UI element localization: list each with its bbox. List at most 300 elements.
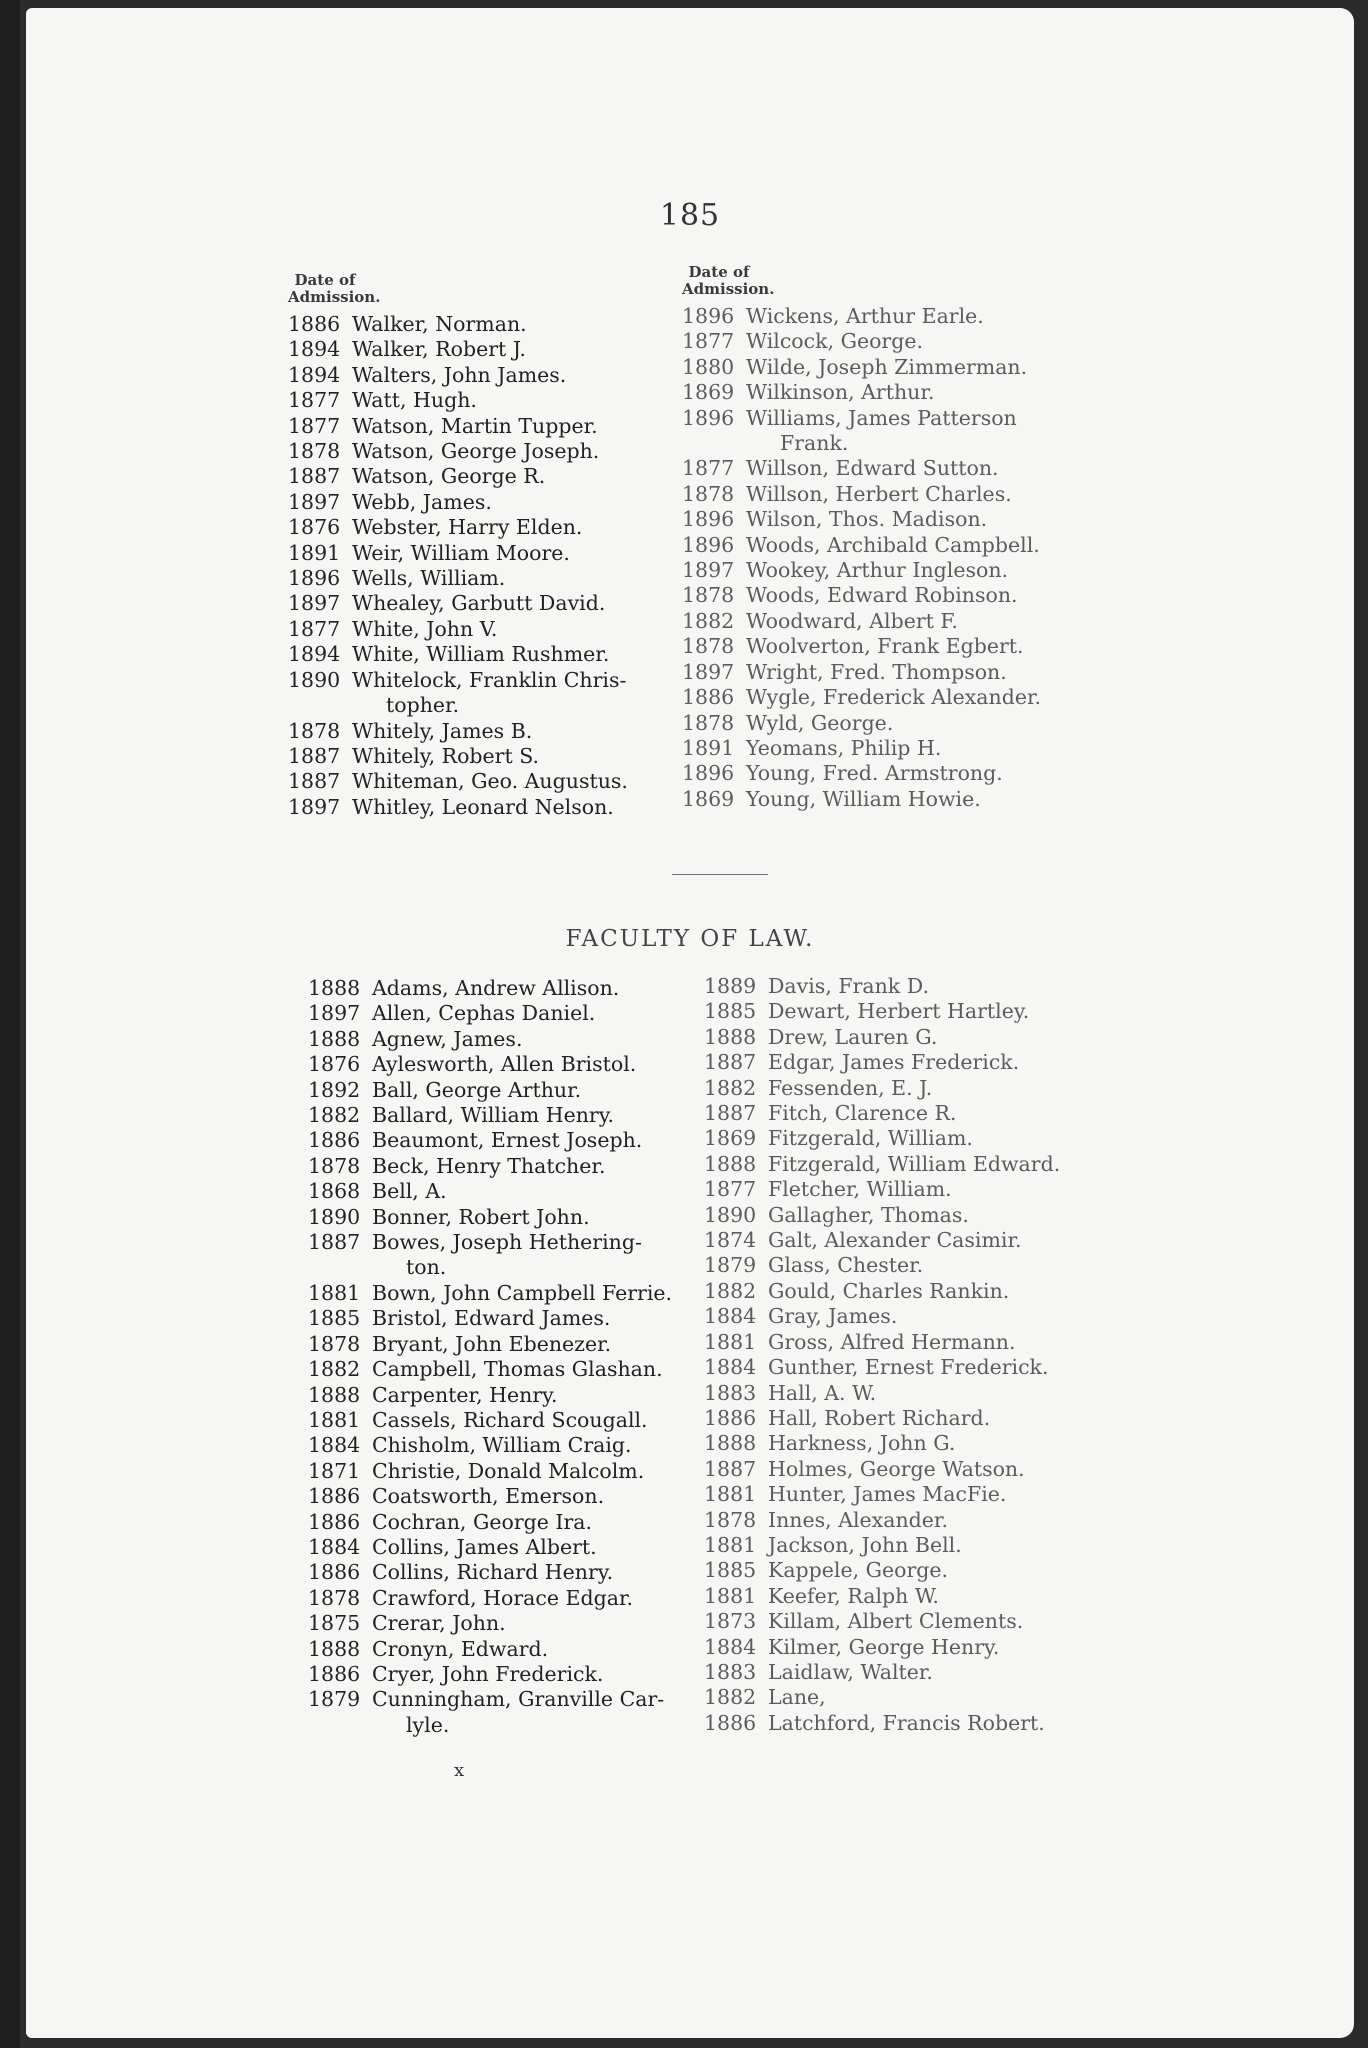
list-item [704,1025,1060,1050]
list-item [308,1357,672,1382]
admission-year: 1887 [288,464,341,489]
book-spine [0,0,20,2048]
admission-year: 1897 [288,489,341,514]
list-item [704,1635,1060,1660]
list-item [704,1101,1060,1126]
person-name: Fitch, Clarence R. [768,1101,957,1126]
admission-year: 1888 [704,1151,757,1176]
list-item [704,1533,1060,1558]
list-item [682,329,1041,354]
admission-year: 1886 [308,1661,361,1686]
admission-year: 1886 [308,1128,361,1153]
person-name: Glass, Chester. [768,1253,924,1278]
admission-year: 1890 [704,1202,757,1227]
admission-year: 1887 [288,743,341,768]
person-name: Fessenden, E. J. [768,1075,933,1100]
person-name: Whealey, Garbutt David. [352,591,606,616]
person-name: Davis, Frank D. [768,974,929,998]
person-name: Webb, James. [352,489,492,514]
person-name: Collins, James Albert. [372,1534,597,1559]
admission-year: 1869 [682,380,735,405]
admission-year: 1896 [682,405,735,430]
list-item [308,1560,672,1585]
person-name: Hall, Robert Richard. [768,1405,991,1430]
person-name: Wells, William. [352,566,506,591]
admission-year: 1869 [682,786,735,811]
person-name: Wickens, Arthur Earle. [746,304,984,328]
list-item [288,515,628,540]
person-name: Innes, Alexander. [768,1507,948,1532]
person-name: Beaumont, Ernest Joseph. [372,1128,643,1153]
person-name: Agnew, James. [372,1026,523,1051]
list-item [704,1457,1060,1482]
person-name: Dewart, Herbert Hartley. [768,999,1030,1024]
list-item [308,1281,672,1306]
list-item [308,1662,672,1687]
admission-year: 1886 [308,1560,361,1585]
list-item [704,1558,1060,1583]
person-name: Crawford, Horace Edgar. [372,1585,634,1610]
admission-year: 1886 [288,312,341,336]
person-name: Bowes, Joseph Hethering- [372,1230,642,1255]
list-item [288,312,628,337]
person-name: Whiteman, Geo. Augustus. [352,769,628,794]
person-name: Collins, Richard Henry. [372,1560,614,1585]
person-name: Whitely, Robert S. [352,743,540,768]
person-name: Gross, Alfred Hermann. [768,1329,1016,1354]
list-item [308,1408,672,1433]
person-name: Campbell, Thomas Glashan. [372,1357,663,1382]
person-name: Galt, Alexander Casimir. [768,1228,1022,1253]
person-name: Laidlaw, Walter. [768,1659,933,1684]
list-item [288,363,628,388]
admission-year: 1888 [308,1026,361,1051]
admission-year: 1885 [308,1306,361,1331]
person-name: Hunter, James MacFie. [768,1482,1007,1507]
list-item [704,1203,1060,1228]
admission-year: 1888 [308,1382,361,1407]
list-item [308,1484,672,1509]
entry-list [704,974,1060,1736]
admission-year: 1886 [308,1484,361,1509]
list-item [682,533,1041,558]
list-item [682,558,1041,583]
admission-year: 1882 [308,1103,361,1128]
list-item [308,1230,672,1255]
admission-year: 1888 [704,1024,757,1049]
person-name: Watson, Martin Tupper. [352,413,598,438]
admission-year: 1878 [704,1507,757,1532]
person-name: Drew, Lauren G. [768,1024,938,1049]
admission-year: 1868 [308,1179,361,1204]
section-title: FACULTY OF LAW. [565,926,815,952]
admission-year: 1877 [288,616,341,641]
admission-year: 1881 [308,1407,361,1432]
list-item [704,1050,1060,1075]
person-name: Walker, Robert J. [352,337,526,362]
person-name: Williams, James Patterson [746,405,1017,430]
list-item [704,1126,1060,1151]
admission-year: 1877 [704,1177,757,1202]
admission-year: 1879 [308,1687,361,1712]
list-item [704,1482,1060,1507]
list-item [704,1381,1060,1406]
list-item [682,609,1041,634]
admission-year: 1884 [308,1433,361,1458]
person-name: Wookey, Arthur Ingleson. [746,558,1009,583]
list-item [288,566,628,591]
admission-year: 1873 [704,1609,757,1634]
admission-year: 1888 [704,1431,757,1456]
list-item [308,1103,672,1128]
list-item [308,1001,672,1026]
list-item [682,660,1041,685]
admission-year: 1871 [308,1458,361,1483]
entry-list [288,312,628,820]
person-name: Bell, A. [372,1179,447,1204]
list-item [288,388,628,413]
list-item [704,999,1060,1024]
list-item [288,591,628,616]
person-name: Willson, Edward Sutton. [746,456,999,481]
list-item [682,304,1041,329]
person-name: Kilmer, George Henry. [768,1634,1000,1659]
admission-year: 1881 [704,1532,757,1557]
admission-year: 1894 [288,362,341,387]
admission-year: 1887 [704,1101,757,1126]
admission-year: 1891 [288,540,341,565]
person-name: Webster, Harry Elden. [352,515,583,540]
list-item [308,1510,672,1535]
list-item [682,355,1041,380]
person-name: Cassels, Richard Scougall. [372,1407,648,1432]
list-item [704,1431,1060,1456]
list-item [682,736,1041,761]
admission-year: 1884 [704,1355,757,1380]
list-item [288,439,628,464]
person-name: Latchford, Francis Robert. [768,1710,1045,1735]
list-item [288,337,628,362]
person-name: Fitzgerald, William Edward. [768,1151,1061,1176]
admission-year: 1885 [704,1558,757,1583]
admission-year: 1876 [288,515,341,540]
person-name: Cunningham, Granville Car- [372,1687,665,1712]
list-item [308,1535,672,1560]
admission-year: 1892 [308,1077,361,1102]
admission-year: 1878 [308,1585,361,1610]
person-name: Young, Fred. Armstrong. [746,761,1003,786]
list-item [308,1027,672,1052]
admission-year: 1894 [288,642,341,667]
person-name: Chisholm, William Craig. [372,1433,632,1458]
list-item [682,482,1041,507]
list-item [308,1611,672,1636]
admission-year: 1882 [704,1685,757,1710]
list-item [704,1177,1060,1202]
admission-year: 1881 [704,1482,757,1507]
list-item [704,1304,1060,1329]
list-item [288,617,628,642]
admission-year: 1896 [682,304,735,328]
admission-year: 1896 [682,761,735,786]
person-name: Gunther, Ernest Frederick. [768,1355,1049,1380]
list-item [308,1332,672,1357]
admission-year: 1878 [288,439,341,464]
signature-mark: x [454,1760,465,1781]
admission-year: 1881 [704,1583,757,1608]
person-name: Bown, John Campbell Ferrie. [372,1280,673,1305]
list-item [682,787,1041,812]
name-continuation: Frank. [780,431,849,456]
person-name: Whitley, Leonard Nelson. [352,794,614,819]
person-name: Wright, Fred. Thompson. [746,659,1007,684]
person-name: Bristol, Edward James. [372,1306,611,1331]
person-name: Edgar, James Frederick. [768,1050,1020,1075]
admission-year: 1885 [704,999,757,1024]
person-name: Gallagher, Thomas. [768,1202,969,1227]
person-name: Ballard, William Henry. [372,1103,615,1128]
admission-year: 1886 [704,1710,757,1735]
list-item [704,1609,1060,1634]
person-name: Wyld, George. [746,710,894,735]
list-item [288,642,628,667]
list-item [704,974,1060,999]
admission-year: 1883 [704,1380,757,1405]
person-name: Cochran, George Ira. [372,1509,593,1534]
admission-year: 1878 [682,634,735,659]
admission-year: 1878 [682,583,735,608]
admission-year: 1879 [704,1253,757,1278]
admission-year: 1888 [308,1636,361,1661]
list-item [288,744,628,769]
person-name: Wilcock, George. [746,329,924,354]
person-name: Harkness, John G. [768,1431,956,1456]
list-item [308,1078,672,1103]
admission-year: 1875 [308,1611,361,1636]
person-name: Watson, George Joseph. [352,439,600,464]
person-name: Wilson, Thos. Madison. [746,507,988,532]
person-name: Woods, Archibald Campbell. [746,532,1040,557]
person-name: Bonner, Robert John. [372,1204,590,1229]
admission-year: 1877 [682,329,735,354]
list-item [704,1711,1060,1736]
law-column-right [704,974,1060,1736]
admission-year: 1874 [704,1228,757,1253]
admission-year: 1890 [308,1204,361,1229]
admission-column-right [682,264,1041,812]
admission-year: 1878 [682,481,735,506]
document-page [26,8,1354,2038]
list-item [682,380,1041,405]
list-item [682,507,1041,532]
list-item [704,1279,1060,1304]
admission-year: 1878 [308,1331,361,1356]
list-item [308,1154,672,1179]
column-header: Date of Admission. [682,263,775,298]
person-name: Killam, Albert Clements. [768,1609,1024,1634]
list-item [682,634,1041,659]
admission-year: 1896 [682,507,735,532]
person-name: Adams, Andrew Allison. [372,976,620,1000]
person-name: Young, William Howie. [746,786,981,811]
column-header: Date of Admission. [288,271,381,306]
person-name: White, William Rushmer. [352,642,610,667]
person-name: Woods, Edward Robinson. [746,583,1018,608]
person-name: Ball, George Arthur. [372,1077,582,1102]
person-name: Watson, George R. [352,464,546,489]
person-name: Bryant, John Ebenezer. [372,1331,612,1356]
person-name: Wilkinson, Arthur. [746,380,935,405]
admission-year: 1881 [308,1280,361,1305]
list-item [308,1306,672,1331]
admission-year: 1882 [704,1075,757,1100]
person-name: Crerar, John. [372,1611,506,1636]
admission-year: 1891 [682,735,735,760]
person-name: Fletcher, William. [768,1177,952,1202]
admission-year: 1877 [682,456,735,481]
admission-year: 1897 [682,558,735,583]
entry-list [682,304,1041,812]
admission-year: 1889 [704,974,757,998]
admission-year: 1876 [308,1052,361,1077]
person-name: Allen, Cephas Daniel. [372,1001,596,1026]
person-name: Holmes, George Watson. [768,1456,1025,1481]
list-item [308,976,672,1001]
list-item [288,464,628,489]
name-continuation: lyle. [406,1712,450,1737]
person-name: Cronyn, Edward. [372,1636,549,1661]
list-item [288,668,628,693]
list-item [308,1459,672,1484]
entry-list [308,976,672,1738]
list-item [308,1433,672,1458]
person-name: Jackson, John Bell. [768,1532,962,1557]
admission-year: 1888 [308,976,361,1000]
person-name: Whitely, James B. [352,718,533,743]
admission-year: 1897 [308,1001,361,1026]
admission-year: 1897 [288,591,341,616]
list-item [704,1685,1060,1710]
person-name: Cryer, John Frederick. [372,1661,604,1686]
person-name: Wygle, Frederick Alexander. [746,685,1042,710]
section-divider [672,874,768,875]
list-item [704,1152,1060,1177]
list-item [704,1406,1060,1431]
person-name: Kappele, George. [768,1558,949,1583]
admission-year: 1896 [682,532,735,557]
list-item [704,1355,1060,1380]
list-item [704,1584,1060,1609]
list-item [308,1383,672,1408]
admission-year: 1877 [288,413,341,438]
admission-year: 1881 [704,1329,757,1354]
admission-year: 1887 [308,1230,361,1255]
list-item [308,1052,672,1077]
person-name: Gray, James. [768,1304,898,1329]
name-continuation: ton. [406,1255,447,1280]
person-name: Carpenter, Henry. [372,1382,558,1407]
person-name: Woodward, Albert F. [746,608,958,633]
admission-year: 1878 [308,1153,361,1178]
list-item [682,406,1041,431]
list-item [288,719,628,744]
person-name: Hall, A. W. [768,1380,877,1405]
person-name: Walters, John James. [352,362,567,387]
list-item [704,1228,1060,1253]
admission-year: 1886 [704,1405,757,1430]
list-item [308,1128,672,1153]
admission-year: 1890 [288,667,341,692]
admission-year: 1897 [682,659,735,684]
admission-year: 1882 [704,1278,757,1303]
person-name: Coatsworth, Emerson. [372,1484,605,1509]
admission-year: 1896 [288,566,341,591]
admission-year: 1884 [704,1634,757,1659]
list-item [308,1687,672,1712]
page-number: 185 [659,198,721,233]
admission-year: 1887 [704,1050,757,1075]
admission-year: 1887 [704,1456,757,1481]
admission-year: 1878 [288,718,341,743]
list-item [288,795,628,820]
list-item [682,456,1041,481]
admission-year: 1882 [682,608,735,633]
list-item [288,490,628,515]
admission-year: 1894 [288,337,341,362]
admission-column-left [288,272,628,820]
admission-year: 1878 [682,710,735,735]
list-item [288,541,628,566]
admission-year: 1883 [704,1659,757,1684]
list-item [704,1508,1060,1533]
person-name: Woolverton, Frank Egbert. [746,634,1024,659]
admission-year: 1877 [288,388,341,413]
list-item [682,761,1041,786]
list-item [704,1253,1060,1278]
admission-year: 1882 [308,1357,361,1382]
person-name: Beck, Henry Thatcher. [372,1153,606,1178]
person-name: Lane, [768,1685,826,1710]
admission-year: 1886 [308,1509,361,1534]
admission-year: 1897 [288,794,341,819]
admission-year: 1887 [288,769,341,794]
list-item [308,1586,672,1611]
person-name: White, John V. [352,616,498,641]
list-item [704,1076,1060,1101]
name-continuation: topher. [386,693,460,718]
list-item [682,711,1041,736]
person-name: Yeomans, Philip H. [746,735,942,760]
list-item [288,414,628,439]
person-name: Gould, Charles Rankin. [768,1278,1010,1303]
list-item [704,1330,1060,1355]
person-name: Christie, Donald Malcolm. [372,1458,645,1483]
list-item [682,583,1041,608]
person-name: Aylesworth, Allen Bristol. [372,1052,637,1077]
admission-year: 1880 [682,354,735,379]
admission-year: 1886 [682,685,735,710]
person-name: Fitzgerald, William. [768,1126,973,1151]
admission-year: 1884 [704,1304,757,1329]
person-name: Walker, Norman. [352,312,527,336]
list-item [704,1660,1060,1685]
list-item [682,685,1041,710]
list-item [308,1637,672,1662]
admission-year: 1884 [308,1534,361,1559]
person-name: Whitelock, Franklin Chris- [352,667,627,692]
law-column-left [308,976,672,1738]
list-item [288,769,628,794]
